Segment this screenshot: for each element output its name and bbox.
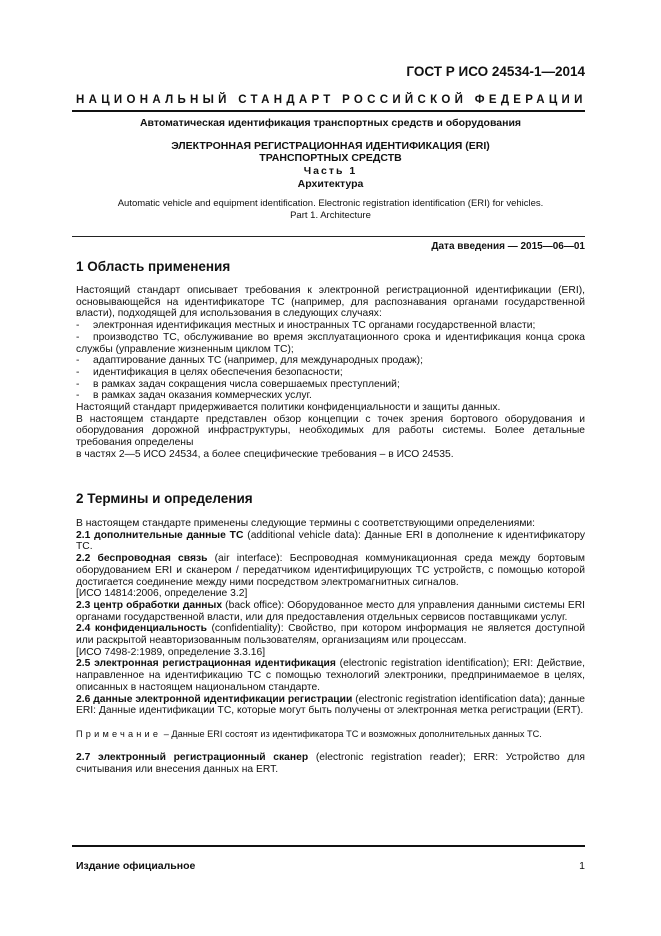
term-2-7 — [76, 752, 585, 775]
section-1-paragraph-4: в частях 2—5 ИСО 24534, а более специфические требования – в ИСО 24535. — [76, 448, 454, 460]
list-item — [76, 332, 585, 355]
title-subtitle: Архитектура — [297, 178, 364, 190]
term-2-6 — [76, 694, 585, 717]
section-2-body — [76, 518, 585, 775]
term-2-1 — [76, 530, 585, 553]
english-title-line-1: Automatic vehicle and equipment identification. Electronic registration identification (ERI) for vehicles. — [117, 198, 544, 209]
section-1-p1-text: Настоящий стандарт описывает требования к электронной регистрационной идентификации (ERI), основывающейся на идентификаторе ТС (например, для распознавания органами государственной власти), подходящей для использования в следующих случаях: — [76, 285, 585, 320]
list-item-text: в рамках задач сокращения числа совершаемых преступлений; — [93, 378, 400, 390]
document-title — [76, 140, 585, 164]
note — [76, 729, 585, 740]
section-1-heading: 1 Область применения — [76, 259, 231, 274]
term-2-4-name: 2.4 конфиденциальность — [76, 623, 207, 635]
title-part: Часть 1 — [303, 165, 358, 177]
dash-marker: - — [76, 390, 80, 402]
english-title-line-2: Part 1. Architecture — [290, 210, 371, 221]
dash-marker: - — [76, 378, 80, 390]
term-2-2-definition: (air interface): Беспроводная коммуникационная среда между бортовым оборудованием ERI и сканером / передатчиком идентифицирующих ТС устройств, с помощью которой достигается соединение между ними посредством электромагнитных сигналов. — [76, 553, 585, 588]
edition-label: Издание официальное — [76, 860, 196, 872]
top-divider — [72, 110, 585, 112]
dash-marker: - — [76, 331, 80, 343]
term-2-6-name: 2.6 данные электронной идентификации регистрации — [76, 693, 353, 705]
list-item-text: адаптирование данных ТС (например, для международных продаж); — [93, 355, 423, 367]
term-2-2-name: 2.2 беспроводная связь — [76, 553, 208, 565]
term-2-6-definition: (electronic registration identification data); данные ERI: Данные идентификации ТС, которые могут быть получены от электронная метка регистрации (ERT). — [76, 693, 586, 717]
list-item — [76, 355, 585, 367]
bottom-divider — [72, 845, 585, 847]
date-of-introduction: Дата введения — 2015—06—01 — [431, 241, 585, 252]
section-1-paragraph-2: Настоящий стандарт придерживается политики конфиденциальности и защиты данных. — [76, 402, 501, 414]
list-item — [76, 367, 585, 379]
list-item — [76, 320, 585, 332]
term-2-4 — [76, 623, 585, 646]
title-main: Автоматическая идентификация транспортных средств и оборудования — [139, 117, 522, 129]
page-number: 1 — [579, 860, 585, 872]
dash-marker: - — [76, 355, 80, 367]
term-2-3-name: 2.3 центр обработки данных — [76, 599, 223, 611]
dash-marker: - — [76, 320, 80, 332]
list-item — [76, 379, 585, 391]
title-line-1: ЭЛЕКТРОННАЯ РЕГИСТРАЦИОННАЯ ИДЕНТИФИКАЦИЯ (ERI) — [171, 140, 490, 152]
term-2-4-definition: (confidentiality): Свойство, при котором информация не является доступной или раскрытой неавторизованным пользователям, организациям или процессам. — [76, 623, 585, 647]
term-2-7-name: 2.7 электронный регистрационный сканер — [76, 751, 309, 763]
standard-id: ГОСТ Р ИСО 24534-1—2014 — [406, 64, 585, 79]
list-item-text: в рамках задач оказания коммерческих услуг. — [93, 390, 312, 402]
term-2-3-definition: (back office): Оборудованное место для управления данными системы ERI органами государственной власти, или для предоставления отдельных сервисов поставщиками услуг. — [76, 599, 585, 623]
note-text: – Данные ERI состоят из идентификатора ТС и возможных дополнительных данных ТС. — [161, 728, 542, 739]
note-label: Примечание — [76, 728, 162, 739]
list-item-text: электронная идентификация местных и иностранных ТС органами государственной власти; — [93, 320, 536, 332]
list-item — [76, 390, 585, 402]
list-item-text: производство ТС, обслуживание во время эксплуатационного срока и идентификация конца срока службы (управление жизненным циклом ТС); — [76, 331, 585, 355]
section-1-paragraph-3: В настоящем стандарте представлен обзор концепции с точек зрения бортового оборудования и оборудования дорожной инфраструктуры, необходимых для работы системы. Более детальные требования определены — [76, 413, 585, 449]
english-title — [76, 198, 585, 222]
term-2-5 — [76, 658, 585, 693]
term-2-3 — [76, 600, 585, 623]
term-2-5-name: 2.5 электронная регистрационная идентификация — [76, 658, 336, 670]
term-2-1-name: 2.1 дополнительные данные ТС — [76, 529, 244, 541]
term-2-5-definition: (electronic registration identification); ERI: Действие, направленное на идентификацию ТС с помощью технологий электроники, предпринимаемое в целях, описанных в настоящем национальном стандарте. — [76, 658, 585, 693]
term-2-1-definition: (additional vehicle data): Данные ERI в дополнение к идентификатору ТС. — [76, 529, 585, 553]
dash-marker: - — [76, 366, 80, 378]
term-2-2 — [76, 553, 585, 588]
title-line-2: ТРАНСПОРТНЫХ СРЕДСТВ — [259, 152, 402, 164]
middle-divider — [72, 236, 585, 237]
section-2-intro: В настоящем стандарте применены следующие термины с соответствующими определениями: — [76, 518, 536, 529]
section-1-paragraph-1 — [76, 285, 585, 320]
term-2-2-reference: [ИСО 14814:2006, определение 3.2] — [76, 588, 248, 600]
list-item-text: идентификация в целях обеспечения безопасности; — [93, 366, 343, 378]
section-1-body — [76, 285, 585, 461]
national-standard-banner: НАЦИОНАЛЬНЫЙ СТАНДАРТ РОССИЙСКОЙ ФЕДЕРАЦИИ — [76, 94, 587, 106]
term-2-4-reference: [ИСО 7498-2:1989, определение 3.3.16] — [76, 646, 266, 658]
section-2-heading: 2 Термины и определения — [76, 491, 253, 506]
term-2-7-definition: (electronic registration reader); ERR: Устройство для считывания или внесения данных на ERT. — [76, 751, 585, 775]
